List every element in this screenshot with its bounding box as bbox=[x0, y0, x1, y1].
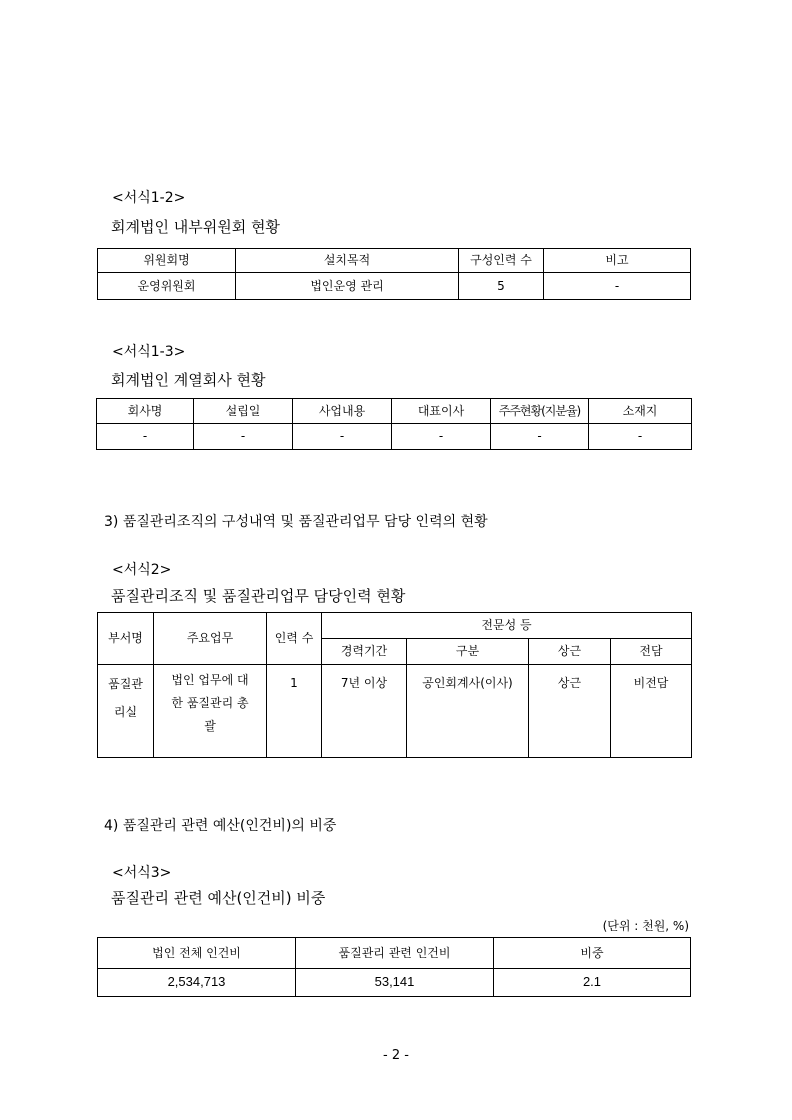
internal-committee-table bbox=[97, 248, 691, 300]
cell-dedicated: 비전담 bbox=[611, 665, 692, 758]
header-staff-count: 구성인력 수 bbox=[459, 249, 544, 273]
cell-career: 7년 이상 bbox=[322, 665, 407, 758]
header-ceo: 대표이사 bbox=[392, 399, 491, 424]
cell-committee-name: 운영위원회 bbox=[98, 273, 236, 300]
header-shareholders: 주주현황(지분율) bbox=[491, 399, 589, 424]
table-row bbox=[98, 273, 691, 300]
header-career: 경력기간 bbox=[322, 639, 407, 665]
header-dept: 부서명 bbox=[98, 613, 154, 665]
section-3-heading: 3) 품질관리조직의 구성내역 및 품질관리업무 담당 인력의 현황 bbox=[104, 514, 488, 530]
form-1-3-label: <서식1-3> bbox=[112, 344, 186, 360]
cell-purpose: 법인운영 관리 bbox=[236, 273, 459, 300]
table-row bbox=[98, 969, 691, 997]
header-ratio: 비중 bbox=[494, 938, 691, 969]
page-number: - 2 - bbox=[383, 1048, 409, 1063]
header-remarks: 비고 bbox=[544, 249, 691, 273]
header-staff-count: 인력 수 bbox=[267, 613, 322, 665]
form-2-label: <서식2> bbox=[112, 562, 172, 578]
form-2-title: 품질관리조직 및 품질관리업무 담당인력 현황 bbox=[111, 587, 406, 605]
table-header-row bbox=[98, 938, 691, 969]
table-row bbox=[98, 665, 692, 758]
quality-control-staff-table bbox=[97, 612, 692, 758]
header-purpose: 설치목적 bbox=[236, 249, 459, 273]
header-dedicated: 전담 bbox=[611, 639, 692, 665]
cell-staff-count: 5 bbox=[459, 273, 544, 300]
cell-remarks: - bbox=[544, 273, 691, 300]
cell-qc-personnel-cost: 53,141 bbox=[296, 969, 494, 997]
header-company-name: 회사명 bbox=[97, 399, 194, 424]
header-business: 사업내용 bbox=[293, 399, 392, 424]
header-qc-personnel-cost: 품질관리 관련 인건비 bbox=[296, 938, 494, 969]
cell-established: - bbox=[194, 424, 293, 450]
cell-category: 공인회계사(이사) bbox=[407, 665, 529, 758]
header-expertise: 전문성 등 bbox=[322, 613, 692, 639]
header-location: 소재지 bbox=[589, 399, 692, 424]
form-3-title: 품질관리 관련 예산(인건비) 비중 bbox=[111, 889, 326, 907]
header-fulltime: 상근 bbox=[529, 639, 611, 665]
form-1-2-label: <서식1-2> bbox=[112, 190, 186, 206]
cell-location: - bbox=[589, 424, 692, 450]
form-3-label: <서식3> bbox=[112, 865, 172, 881]
table-header-row bbox=[97, 399, 692, 424]
affiliate-company-table bbox=[96, 398, 692, 450]
form-1-3-title: 회계법인 계열회사 현황 bbox=[111, 371, 266, 389]
form-1-2-title: 회계법인 내부위원회 현황 bbox=[111, 218, 280, 236]
cell-staff-count: 1 bbox=[267, 665, 322, 758]
cell-company-name: - bbox=[97, 424, 194, 450]
header-total-personnel-cost: 법인 전체 인건비 bbox=[98, 938, 296, 969]
cell-main-work: 법인 업무에 대한 품질관리 총괄 bbox=[154, 665, 267, 758]
header-category: 구분 bbox=[407, 639, 529, 665]
unit-note: (단위 : 천원, %) bbox=[602, 919, 689, 933]
header-main-work: 주요업무 bbox=[154, 613, 267, 665]
header-established: 설립일 bbox=[194, 399, 293, 424]
cell-business: - bbox=[293, 424, 392, 450]
table-header-row bbox=[98, 249, 691, 273]
cell-shareholders: - bbox=[491, 424, 589, 450]
qc-budget-table bbox=[97, 937, 691, 997]
cell-ratio: 2.1 bbox=[494, 969, 691, 997]
header-committee-name: 위원회명 bbox=[98, 249, 236, 273]
table-row bbox=[97, 424, 692, 450]
cell-fulltime: 상근 bbox=[529, 665, 611, 758]
cell-dept: 품질관리실 bbox=[98, 665, 154, 758]
section-4-heading: 4) 품질관리 관련 예산(인건비)의 비중 bbox=[104, 818, 337, 834]
cell-total-personnel-cost: 2,534,713 bbox=[98, 969, 296, 997]
table-header-row bbox=[98, 613, 692, 639]
cell-ceo: - bbox=[392, 424, 491, 450]
